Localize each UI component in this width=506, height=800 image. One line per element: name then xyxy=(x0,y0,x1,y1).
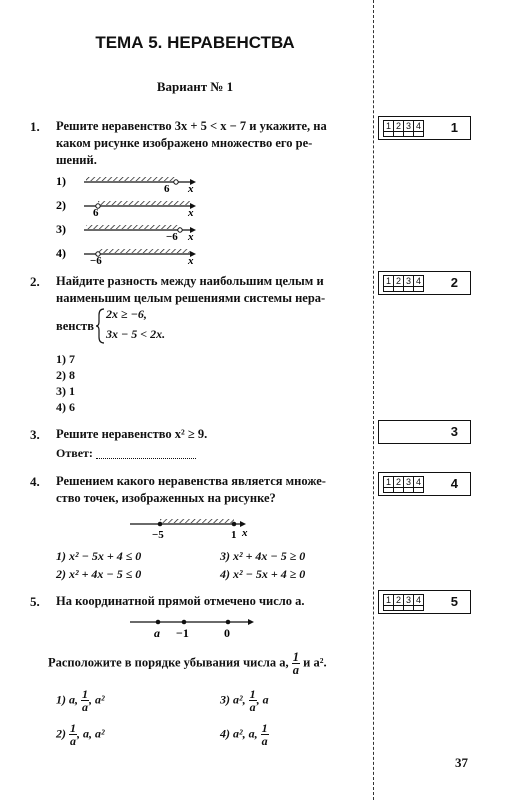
q2-options xyxy=(56,351,75,415)
cell: 4 xyxy=(413,594,424,606)
cell: 4 xyxy=(413,120,424,132)
answer-box-3[interactable] xyxy=(378,420,471,444)
cell: 2 xyxy=(393,594,404,606)
fraction: $\frac{1}{a}$ xyxy=(292,650,300,677)
cell: 2 xyxy=(393,476,404,488)
cell: 1 xyxy=(383,476,394,488)
q1-line: шений. xyxy=(56,153,97,167)
q5-number-line xyxy=(128,612,268,644)
q1-line: Решите неравенство 3x + 5 < x − 7 и укажите, на xyxy=(56,119,327,133)
q2-line: наименьшим целым решениями системы нера- xyxy=(56,291,326,305)
q5-point-label: 0 xyxy=(224,626,230,640)
q4-option[interactable]: 4) x² − 5x + 4 ≥ 0 xyxy=(220,567,306,581)
q1-opt-label: 1) xyxy=(56,174,66,188)
q1-point-label: 6 xyxy=(93,207,99,219)
cell: 1 xyxy=(383,594,394,606)
q3-answer-field[interactable] xyxy=(96,458,196,459)
q1-opt-label: 3) xyxy=(56,222,66,236)
cell: 1 xyxy=(383,275,394,287)
q1-opt-label: 4) xyxy=(56,246,66,260)
q3-answer-label: Ответ: xyxy=(56,446,93,460)
q3-text: Решите неравенство x² ≥ 9. xyxy=(56,427,208,441)
answer-box-4[interactable] xyxy=(378,472,471,496)
cell: 3 xyxy=(403,476,414,488)
answer-box-5[interactable] xyxy=(378,590,471,614)
q4-option[interactable]: 3) x² + 4x − 5 ≥ 0 xyxy=(220,549,306,563)
q5-option-3[interactable]: 3) a², $\frac{1}{a}$ , a xyxy=(220,687,269,714)
cell: 4 xyxy=(413,275,424,287)
system-brace xyxy=(96,308,106,344)
q4-line: Решением какого неравенства является множе- xyxy=(56,474,326,488)
system-eq-1: 2x ≥ −6, xyxy=(106,307,147,321)
q5-point-label: a xyxy=(154,626,160,640)
page-title: ТЕМА 5. НЕРАВЕНСТВА xyxy=(95,33,295,52)
axis-label: x xyxy=(188,207,194,219)
q2-option[interactable]: 4) 6 xyxy=(56,400,75,414)
axis-label: x xyxy=(242,527,248,539)
q1-point-label: −6 xyxy=(90,255,102,266)
axis-label: x xyxy=(188,255,194,266)
q1-text xyxy=(56,118,327,169)
q4-option[interactable]: 2) x² + 4x − 5 ≤ 0 xyxy=(56,567,142,581)
answer-box-2[interactable] xyxy=(378,271,471,295)
answer-box-number: 4 xyxy=(450,476,458,491)
answer-box-number: 1 xyxy=(450,120,458,135)
answer-box-1[interactable] xyxy=(378,116,471,140)
page-number: 37 xyxy=(455,755,468,770)
q5-point-label: −1 xyxy=(176,626,189,640)
answer-box-number: 3 xyxy=(450,424,458,439)
variant-label: Вариант № 1 xyxy=(156,79,234,94)
q5-order-a: Расположите в порядке убывания числа a, xyxy=(48,655,289,670)
q1-opt-label: 2) xyxy=(56,198,66,212)
q5-option-4[interactable]: 4) a², a, $\frac{1}{a}$ xyxy=(220,721,268,748)
q1-point-label: −6 xyxy=(166,231,178,243)
cell: 2 xyxy=(393,275,404,287)
cell: 3 xyxy=(403,275,414,287)
q5-text: На координатной прямой отмечено число a. xyxy=(56,594,305,608)
q4-number: 4. xyxy=(30,474,40,489)
axis-label: x xyxy=(188,183,194,195)
q2-text xyxy=(56,273,325,307)
axis-label: x xyxy=(188,231,194,243)
q4-option[interactable]: 1) x² − 5x + 4 ≤ 0 xyxy=(56,549,142,563)
q3-number: 3. xyxy=(30,427,40,442)
q5-option-2[interactable]: 2) $\frac{1}{a}$ , a, a² xyxy=(56,721,105,748)
q2-option[interactable]: 3) 1 xyxy=(56,384,75,398)
q4-point-label: 1 xyxy=(231,529,237,541)
cell: 2 xyxy=(393,120,404,132)
q2-number: 2. xyxy=(30,274,40,289)
q1-number: 1. xyxy=(30,119,40,134)
q4-point-label: −5 xyxy=(152,529,164,541)
q1-number-lines xyxy=(56,170,206,266)
system-eq-2: 3x − 5 < 2x. xyxy=(106,327,166,341)
cell: 3 xyxy=(403,120,414,132)
q2-option[interactable]: 1) 7 xyxy=(56,352,75,366)
cell: 3 xyxy=(403,594,414,606)
q5-option-1[interactable]: 1) a, $\frac{1}{a}$ , a² xyxy=(56,687,105,714)
cell: 4 xyxy=(413,476,424,488)
q4-line: ство точек, изображенных на рисунке? xyxy=(56,491,276,505)
q2-line: Найдите разность между наибольшим целым и xyxy=(56,274,324,288)
cut-line xyxy=(373,0,374,800)
q4-text xyxy=(56,473,326,507)
q5-order-b: и a². xyxy=(303,655,327,670)
q1-line: каком рисунке изображено множество его ре- xyxy=(56,136,313,150)
q2-option[interactable]: 2) 8 xyxy=(56,368,75,382)
q4-number-line xyxy=(128,512,258,544)
cell: 1 xyxy=(383,120,394,132)
q1-point-label: 6 xyxy=(164,183,170,195)
q2-lead: венств xyxy=(56,319,94,333)
q5-order-text xyxy=(48,651,327,676)
answer-box-number: 5 xyxy=(450,594,458,609)
q5-number: 5. xyxy=(30,594,40,609)
answer-box-number: 2 xyxy=(450,275,458,290)
